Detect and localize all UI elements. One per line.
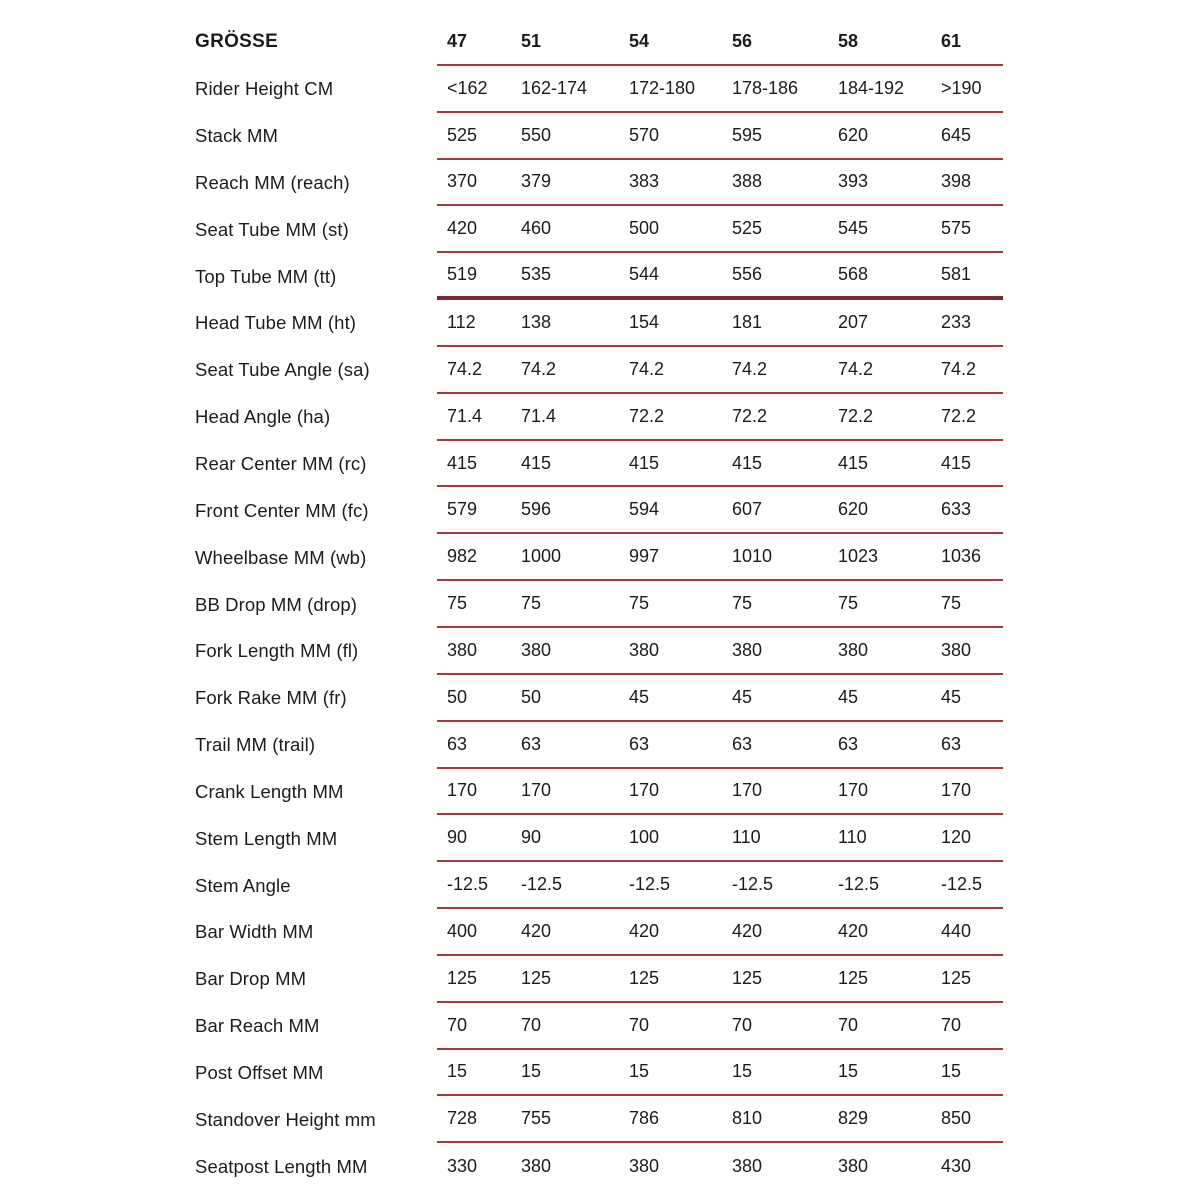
geometry-value-cell: 728 <box>447 1108 478 1129</box>
geometry-value-cell: 430 <box>941 1156 972 1177</box>
geometry-value-cell: 75 <box>629 593 650 614</box>
geometry-value-cell: 50 <box>521 686 542 707</box>
geometry-value-cell: 45 <box>941 686 962 707</box>
geometry-value-cell: 810 <box>732 1108 763 1129</box>
geometry-value-cell: 207 <box>838 311 869 332</box>
geometry-value-cell: 330 <box>447 1156 478 1177</box>
geometry-value-cell: 110 <box>732 827 761 848</box>
row-values <box>437 675 1003 722</box>
geometry-value-cell: 170 <box>629 780 660 801</box>
geometry-value-cell: 15 <box>629 1061 650 1082</box>
geometry-value-cell: 400 <box>447 920 478 941</box>
row-values <box>437 441 1003 488</box>
row-label: Seat Tube MM (st) <box>195 218 349 240</box>
row-values <box>437 1143 1003 1190</box>
geometry-value-cell: 420 <box>447 218 478 239</box>
geometry-value-cell: 997 <box>629 546 660 567</box>
table-row <box>195 1096 1003 1143</box>
row-values <box>437 487 1003 534</box>
table-row <box>195 347 1003 394</box>
geometry-value-cell: 184-192 <box>838 77 905 98</box>
table-row <box>195 253 1003 300</box>
row-values <box>437 581 1003 628</box>
geometry-value-cell: 388 <box>732 171 763 192</box>
geometry-value-cell: 525 <box>732 218 763 239</box>
row-label: Stem Angle <box>195 874 291 896</box>
geometry-value-cell: 420 <box>521 920 552 941</box>
geometry-value-cell: 125 <box>629 967 660 988</box>
geometry-value-cell: 71.4 <box>521 405 557 426</box>
geometry-value-cell: 154 <box>629 311 660 332</box>
row-label: Seat Tube Angle (sa) <box>195 359 370 381</box>
row-label: Bar Reach MM <box>195 1015 320 1037</box>
row-values <box>437 206 1003 253</box>
geometry-value-cell: 15 <box>521 1061 542 1082</box>
row-label: Standover Height mm <box>195 1108 376 1130</box>
table-row <box>195 1003 1003 1050</box>
geometry-value-cell: 90 <box>521 827 542 848</box>
table-row <box>195 815 1003 862</box>
table-row <box>195 394 1003 441</box>
geometry-value-cell: 74.2 <box>521 358 557 379</box>
geometry-value-cell: 72.2 <box>941 405 977 426</box>
geometry-value-cell: 850 <box>941 1108 972 1129</box>
geometry-value-cell: 620 <box>838 124 869 145</box>
geometry-value-cell: 125 <box>941 967 972 988</box>
geometry-value-cell: 71.4 <box>447 405 483 426</box>
geometry-value-cell: 380 <box>838 639 869 660</box>
row-values <box>437 113 1003 160</box>
geometry-value-cell: 645 <box>941 124 972 145</box>
geometry-value-cell: 74.2 <box>447 358 483 379</box>
geometry-value-cell: 72.2 <box>838 405 874 426</box>
geometry-value-cell: 45 <box>732 686 753 707</box>
geometry-value-cell: 75 <box>941 593 962 614</box>
geometry-value-cell: 75 <box>521 593 542 614</box>
table-row <box>195 113 1003 160</box>
geometry-value-cell: 63 <box>629 733 650 754</box>
row-values <box>437 862 1003 909</box>
geometry-value-cell: 70 <box>732 1014 753 1035</box>
row-values <box>437 160 1003 207</box>
row-label: Reach MM (reach) <box>195 171 350 193</box>
row-values <box>437 347 1003 394</box>
row-label: Seatpost Length MM <box>195 1155 368 1177</box>
geometry-value-cell: >190 <box>941 77 982 98</box>
row-label: Wheelbase MM (wb) <box>195 546 367 568</box>
geometry-value-cell: 74.2 <box>629 358 665 379</box>
geometry-value-cell: 415 <box>447 452 478 473</box>
geometry-value-cell: 415 <box>941 452 972 473</box>
geometry-value-cell: 550 <box>521 124 552 145</box>
geometry-value-cell: 72.2 <box>732 405 768 426</box>
geometry-value-cell: 170 <box>732 780 763 801</box>
geometry-value-cell: 380 <box>732 1156 763 1177</box>
geometry-value-cell: 575 <box>941 218 972 239</box>
geometry-value-cell: 45 <box>838 686 859 707</box>
geometry-value-cell: 63 <box>521 733 542 754</box>
row-values <box>437 628 1003 675</box>
geometry-value-cell: 420 <box>838 920 869 941</box>
geometry-value-cell: -12.5 <box>521 874 563 895</box>
table-row <box>195 160 1003 207</box>
geometry-value-cell: 1036 <box>941 546 982 567</box>
row-values <box>437 394 1003 441</box>
table-row <box>195 487 1003 534</box>
geometry-value-cell: 420 <box>732 920 763 941</box>
geometry-value-cell: 110 <box>838 827 867 848</box>
row-values <box>437 722 1003 769</box>
row-values <box>437 534 1003 581</box>
row-label: Fork Length MM (fl) <box>195 640 359 662</box>
geometry-value-cell: -12.5 <box>838 874 880 895</box>
geometry-value-cell: 15 <box>732 1061 753 1082</box>
geometry-value-cell: 120 <box>941 827 972 848</box>
geometry-value-cell: 393 <box>838 171 869 192</box>
row-label: Bar Width MM <box>195 921 314 943</box>
geometry-value-cell: 1000 <box>521 546 562 567</box>
geometry-value-cell: 112 <box>447 311 476 332</box>
geometry-value-cell: 594 <box>629 499 660 520</box>
geometry-value-cell: 70 <box>629 1014 650 1035</box>
geometry-value-cell: 178-186 <box>732 77 799 98</box>
header-values <box>437 19 1003 66</box>
geometry-value-cell: 125 <box>447 967 478 988</box>
geometry-value-cell: 74.2 <box>732 358 768 379</box>
geometry-value-cell: 181 <box>732 311 763 332</box>
geometry-value-cell: 125 <box>521 967 552 988</box>
geometry-value-cell: <162 <box>447 77 488 98</box>
geometry-value-cell: 595 <box>732 124 763 145</box>
geometry-value-cell: 63 <box>941 733 962 754</box>
geometry-value-cell: 519 <box>447 264 478 285</box>
table-row <box>195 862 1003 909</box>
row-label: Fork Rake MM (fr) <box>195 687 347 709</box>
row-values <box>437 1096 1003 1143</box>
row-values <box>437 815 1003 862</box>
geometry-value-cell: 100 <box>629 827 660 848</box>
table-row <box>195 722 1003 769</box>
geometry-value-cell: 70 <box>521 1014 542 1035</box>
header-size-61: 61 <box>941 30 962 51</box>
table-row <box>195 909 1003 956</box>
row-values <box>437 300 1003 347</box>
geometry-value-cell: 15 <box>941 1061 962 1082</box>
geometry-value-cell: 579 <box>447 499 478 520</box>
geometry-value-cell: 170 <box>838 780 869 801</box>
geometry-value-cell: 380 <box>447 639 478 660</box>
table-row <box>195 534 1003 581</box>
geometry-value-cell: 620 <box>838 499 869 520</box>
geometry-value-cell: 420 <box>629 920 660 941</box>
geometry-value-cell: 460 <box>521 218 552 239</box>
table-row <box>195 300 1003 347</box>
geometry-value-cell: 72.2 <box>629 405 665 426</box>
row-label: Trail MM (trail) <box>195 734 316 756</box>
header-size-47: 47 <box>447 30 468 51</box>
table-row <box>195 956 1003 1003</box>
table-row <box>195 769 1003 816</box>
geometry-value-cell: -12.5 <box>629 874 671 895</box>
geometry-value-cell: 75 <box>732 593 753 614</box>
geometry-value-cell: 370 <box>447 171 478 192</box>
header-size-56: 56 <box>732 30 753 51</box>
row-values <box>437 909 1003 956</box>
geometry-value-cell: 380 <box>521 1156 552 1177</box>
geometry-value-cell: 568 <box>838 264 869 285</box>
geometry-value-cell: 380 <box>629 639 660 660</box>
geometry-value-cell: 15 <box>447 1061 468 1082</box>
row-label: Head Angle (ha) <box>195 406 331 428</box>
header-size-label: GRÖSSE <box>195 31 279 53</box>
geometry-value-cell: 556 <box>732 264 763 285</box>
table-row <box>195 1050 1003 1097</box>
geometry-value-cell: 755 <box>521 1108 552 1129</box>
row-values <box>437 769 1003 816</box>
geometry-value-cell: 380 <box>941 639 972 660</box>
geometry-value-cell: 440 <box>941 920 972 941</box>
geometry-value-cell: 383 <box>629 171 660 192</box>
geometry-value-cell: 75 <box>838 593 859 614</box>
geometry-value-cell: 829 <box>838 1108 869 1129</box>
row-values <box>437 1003 1003 1050</box>
geometry-value-cell: 138 <box>521 311 552 332</box>
row-values <box>437 1050 1003 1097</box>
header-size-58: 58 <box>838 30 859 51</box>
geometry-value-cell: 1023 <box>838 546 879 567</box>
geometry-value-cell: 75 <box>447 593 468 614</box>
geometry-value-cell: 170 <box>521 780 552 801</box>
row-values <box>437 253 1003 300</box>
geometry-value-cell: 70 <box>447 1014 468 1035</box>
row-label: Stack MM <box>195 125 279 147</box>
geometry-value-cell: -12.5 <box>447 874 489 895</box>
row-label: Stem Length MM <box>195 827 338 849</box>
row-label: BB Drop MM (drop) <box>195 593 358 615</box>
row-label: Rear Center MM (rc) <box>195 453 367 475</box>
row-label: Rider Height CM <box>195 78 334 100</box>
geometry-value-cell: 415 <box>732 452 763 473</box>
row-label: Head Tube MM (ht) <box>195 312 357 334</box>
geometry-value-cell: 172-180 <box>629 77 696 98</box>
geometry-value-cell: 607 <box>732 499 763 520</box>
geometry-value-cell: 570 <box>629 124 660 145</box>
geometry-value-cell: 63 <box>732 733 753 754</box>
geometry-value-cell: 50 <box>447 686 468 707</box>
geometry-value-cell: 415 <box>521 452 552 473</box>
table-row <box>195 1143 1003 1190</box>
table-row <box>195 66 1003 113</box>
geometry-value-cell: 415 <box>838 452 869 473</box>
geometry-value-cell: 633 <box>941 499 972 520</box>
geometry-value-cell: 70 <box>838 1014 859 1035</box>
table-row <box>195 628 1003 675</box>
row-label: Bar Drop MM <box>195 968 307 990</box>
geometry-value-cell: 525 <box>447 124 478 145</box>
geometry-value-cell: 170 <box>447 780 478 801</box>
geometry-value-cell: 74.2 <box>941 358 977 379</box>
table-row <box>195 206 1003 253</box>
row-label: Front Center MM (fc) <box>195 499 369 521</box>
geometry-value-cell: 379 <box>521 171 552 192</box>
geometry-value-cell: 535 <box>521 264 552 285</box>
geometry-value-cell: 380 <box>521 639 552 660</box>
geometry-value-cell: 63 <box>838 733 859 754</box>
geometry-value-cell: 786 <box>629 1108 660 1129</box>
table-row <box>195 675 1003 722</box>
geometry-value-cell: -12.5 <box>941 874 983 895</box>
geometry-value-cell: 398 <box>941 171 972 192</box>
geometry-value-cell: 90 <box>447 827 468 848</box>
geometry-value-cell: 500 <box>629 218 660 239</box>
geometry-value-cell: 982 <box>447 546 478 567</box>
row-label: Top Tube MM (tt) <box>195 265 337 287</box>
row-values <box>437 66 1003 113</box>
geometry-value-cell: 1010 <box>732 546 773 567</box>
geometry-value-cell: 125 <box>838 967 869 988</box>
geometry-value-cell: 415 <box>629 452 660 473</box>
geometry-value-cell: 70 <box>941 1014 962 1035</box>
geometry-value-cell: 544 <box>629 264 660 285</box>
geometry-table <box>195 0 1003 1190</box>
geometry-value-cell: -12.5 <box>732 874 774 895</box>
header-size-51: 51 <box>521 30 542 51</box>
geometry-value-cell: 15 <box>838 1061 859 1082</box>
geometry-value-cell: 74.2 <box>838 358 874 379</box>
geometry-value-cell: 233 <box>941 311 972 332</box>
geometry-value-cell: 170 <box>941 780 972 801</box>
table-header-row <box>195 19 1003 66</box>
table-body <box>195 66 1003 1190</box>
geometry-value-cell: 380 <box>732 639 763 660</box>
row-values <box>437 956 1003 1003</box>
geometry-value-cell: 545 <box>838 218 869 239</box>
geometry-value-cell: 45 <box>629 686 650 707</box>
table-row <box>195 581 1003 628</box>
geometry-value-cell: 380 <box>629 1156 660 1177</box>
geometry-value-cell: 380 <box>838 1156 869 1177</box>
table-row <box>195 441 1003 488</box>
geometry-value-cell: 581 <box>941 264 972 285</box>
geometry-value-cell: 125 <box>732 967 763 988</box>
header-size-54: 54 <box>629 30 650 51</box>
geometry-value-cell: 63 <box>447 733 468 754</box>
geometry-value-cell: 596 <box>521 499 552 520</box>
geometry-value-cell: 162-174 <box>521 77 588 98</box>
row-label: Post Offset MM <box>195 1061 324 1083</box>
row-label: Crank Length MM <box>195 780 344 802</box>
